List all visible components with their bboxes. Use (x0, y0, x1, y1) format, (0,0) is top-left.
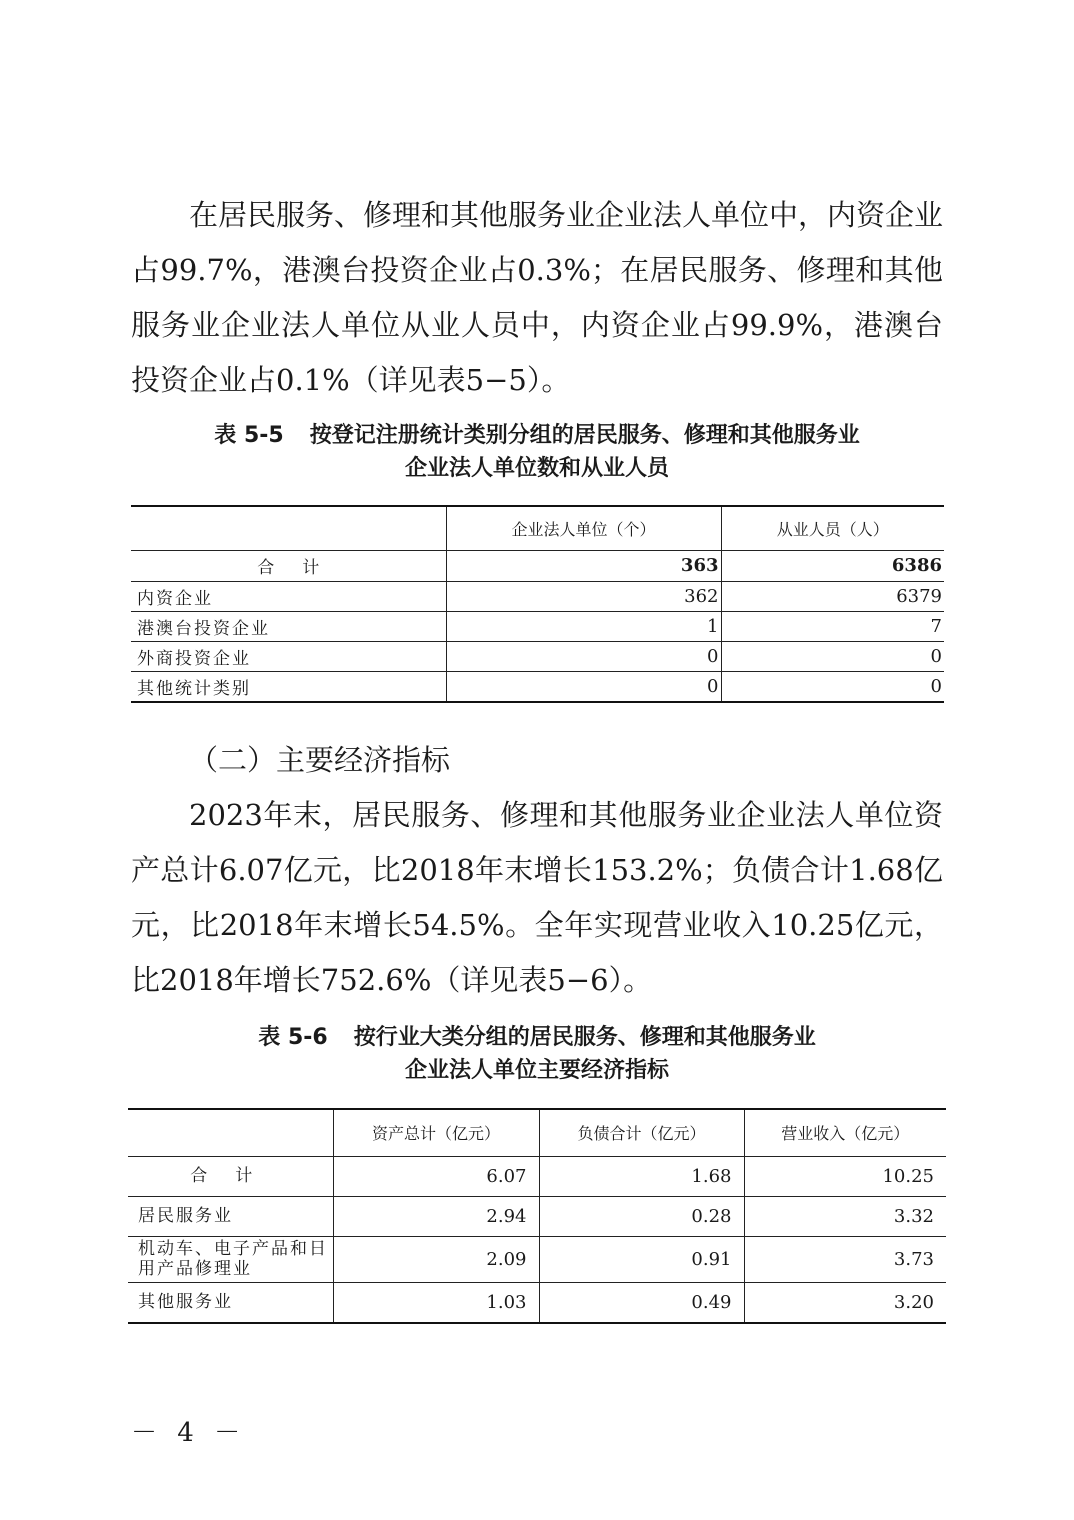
cell-value: 1 (446, 611, 721, 641)
section-subheading: （二）主要经济指标 (189, 743, 451, 777)
table-5-5-caption (0, 420, 1074, 452)
intro-paragraph: 在居民服务、修理和其他服务业企业法人单位中，内资企业占99.7%，港澳台投资企业占0.3%；在居民服务、修理和其他服务业企业法人单位从业人员中，内资企业占99.9%，港澳台投资企业占0.1%（详见表5−5）。 (131, 198, 944, 397)
row-label: 居民服务业 (128, 1196, 333, 1236)
row-label: 其他服务业 (128, 1282, 333, 1323)
table-row (131, 550, 944, 581)
cell-value: 0 (446, 641, 721, 671)
table-row (128, 1156, 946, 1196)
table-row (128, 1282, 946, 1323)
table-row (131, 671, 944, 702)
table-row (128, 1196, 946, 1236)
row-label: 其他统计类别 (131, 671, 446, 702)
cell-value: 1.03 (333, 1282, 539, 1323)
header-cell: 负债合计（亿元） (539, 1109, 744, 1156)
row-label: 外商投资企业 (131, 641, 446, 671)
page-number: － 4 － (131, 1418, 247, 1448)
row-label: 内资企业 (131, 581, 446, 611)
table-5-5-title-line2: 企业法人单位数和从业人员 (404, 456, 669, 481)
row-label: 港澳台投资企业 (131, 611, 446, 641)
cell-value: 3.73 (744, 1236, 946, 1282)
table-row (131, 581, 944, 611)
cell-value: 6386 (721, 550, 944, 581)
row-label: 合计 (128, 1156, 333, 1196)
cell-value: 0 (446, 671, 721, 702)
cell-value: 0.49 (539, 1282, 744, 1323)
cell-value: 0 (721, 671, 944, 702)
header-cell: 资产总计（亿元） (333, 1109, 539, 1156)
cell-value: 6379 (721, 581, 944, 611)
table-row (131, 611, 944, 641)
table-5-6-title-line2: 企业法人单位主要经济指标 (404, 1058, 669, 1083)
row-label: 机动车、电子产品和日用产品修理业 (128, 1236, 333, 1282)
cell-value: 0 (721, 641, 944, 671)
table-row (128, 1236, 946, 1282)
header-cell: 营业收入（亿元） (744, 1109, 946, 1156)
cell-value: 2.94 (333, 1196, 539, 1236)
cell-value: 362 (446, 581, 721, 611)
table-5-6-caption (0, 1022, 1074, 1054)
cell-value: 10.25 (744, 1156, 946, 1196)
cell-value: 0.91 (539, 1236, 744, 1282)
economic-paragraph: 2023年末，居民服务、修理和其他服务业企业法人单位资产总计6.07亿元，比2018年末增长153.2%；负债合计1.68亿元，比2018年末增长54.5%。全年实现营业收入10.25亿元，比2018年增长752.6%（详见表5−6）。 (131, 798, 943, 997)
row-label: 合计 (131, 550, 446, 581)
table-5-5-number: 表 5-5 (214, 423, 284, 448)
cell-value: 3.20 (744, 1282, 946, 1323)
table-header-row (131, 506, 944, 550)
header-cell: 企业法人单位（个） (446, 506, 721, 550)
cell-value: 0.28 (539, 1196, 744, 1236)
table-row (131, 641, 944, 671)
table-5-5-title-line1: 按登记注册统计类别分组的居民服务、修理和其他服务业 (309, 423, 860, 448)
table-5-5 (131, 505, 944, 703)
table-5-6-number: 表 5-6 (258, 1025, 328, 1050)
cell-value: 7 (721, 611, 944, 641)
header-cell: 从业人员（人） (721, 506, 944, 550)
cell-value: 363 (446, 550, 721, 581)
header-cell (131, 506, 446, 550)
table-header-row (128, 1109, 946, 1156)
cell-value: 3.32 (744, 1196, 946, 1236)
cell-value: 6.07 (333, 1156, 539, 1196)
table-5-6-title-line1: 按行业大类分组的居民服务、修理和其他服务业 (353, 1025, 816, 1050)
header-cell (128, 1109, 333, 1156)
cell-value: 1.68 (539, 1156, 744, 1196)
table-5-6 (128, 1108, 946, 1324)
cell-value: 2.09 (333, 1236, 539, 1282)
